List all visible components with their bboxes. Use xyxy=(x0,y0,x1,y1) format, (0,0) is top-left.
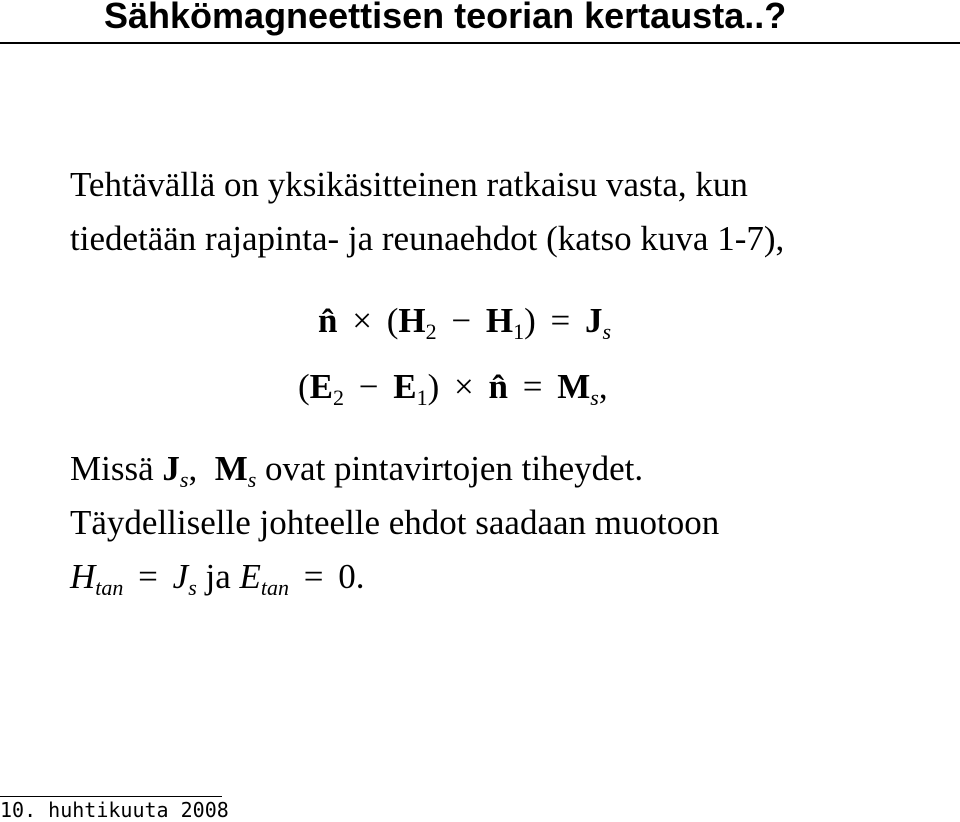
subscript-s: s xyxy=(188,575,197,600)
subscript-1: 1 xyxy=(416,385,428,410)
paren-open: ( xyxy=(386,301,399,340)
subscript-s: s xyxy=(247,467,257,492)
paren-close: ) xyxy=(524,301,536,340)
intro-line-1: Tehtävällä on yksikäsitteinen ratkaisu vasta, kun xyxy=(70,165,748,204)
subscript-tan: tan xyxy=(260,575,290,600)
body-line-1-rest: ovat pintavirtojen tiheydet. xyxy=(265,449,644,488)
symbol-h: H xyxy=(70,557,96,596)
minus-operator: − xyxy=(451,301,472,340)
subscript-2: 2 xyxy=(333,385,345,410)
equals-operator: = xyxy=(550,301,571,340)
e-field-1: E xyxy=(393,367,417,406)
equals-operator: = xyxy=(522,367,543,406)
body-line-2: Täydelliselle johteelle ehdot saadaan muotoon xyxy=(70,503,720,542)
body-line-1 xyxy=(70,448,643,490)
symbol-e: E xyxy=(239,557,261,596)
ja-text: ja xyxy=(205,557,231,596)
subscript-1: 1 xyxy=(513,319,525,344)
symbol-m: M xyxy=(214,449,248,488)
body-line-3 xyxy=(70,556,365,598)
cross-operator: × xyxy=(454,367,474,406)
subscript-s: s xyxy=(602,319,612,344)
surface-current-j: J xyxy=(585,301,603,340)
footer-divider xyxy=(0,796,222,797)
equals-operator: = xyxy=(138,557,158,596)
paren-close: ) xyxy=(427,367,440,406)
missa-text: Missä xyxy=(70,449,154,488)
subscript-s: s xyxy=(179,467,189,492)
equation-electric-boundary xyxy=(298,366,608,408)
normal-vector: n̂ xyxy=(318,301,338,340)
minus-operator: − xyxy=(358,367,379,406)
h-field-1: H xyxy=(485,301,514,340)
footer-date: 10. huhtikuuta 2008 xyxy=(0,798,229,822)
intro-line-2: tiedetään rajapinta- ja reunaehdot (katso kuva 1-7), xyxy=(70,219,785,258)
surface-current-m: M xyxy=(557,367,591,406)
equation-magnetic-boundary xyxy=(318,300,611,342)
cross-operator: × xyxy=(352,301,372,340)
slide-title: Sähkömagneettisen teorian kertausta..? xyxy=(104,0,787,36)
equation-comma: , xyxy=(598,367,608,406)
zero-value: 0. xyxy=(338,557,365,596)
title-divider xyxy=(0,42,960,44)
subscript-tan: tan xyxy=(95,575,124,600)
equals-operator: = xyxy=(303,557,324,596)
paren-open: ( xyxy=(298,367,310,406)
symbol-j: J xyxy=(162,449,180,488)
normal-vector: n̂ xyxy=(488,367,508,406)
e-field-2: E xyxy=(309,367,334,406)
h-field-2: H xyxy=(398,301,426,340)
comma: , xyxy=(188,449,198,488)
symbol-js: J xyxy=(172,557,189,596)
subscript-s: s xyxy=(590,385,599,410)
subscript-2: 2 xyxy=(425,319,437,344)
